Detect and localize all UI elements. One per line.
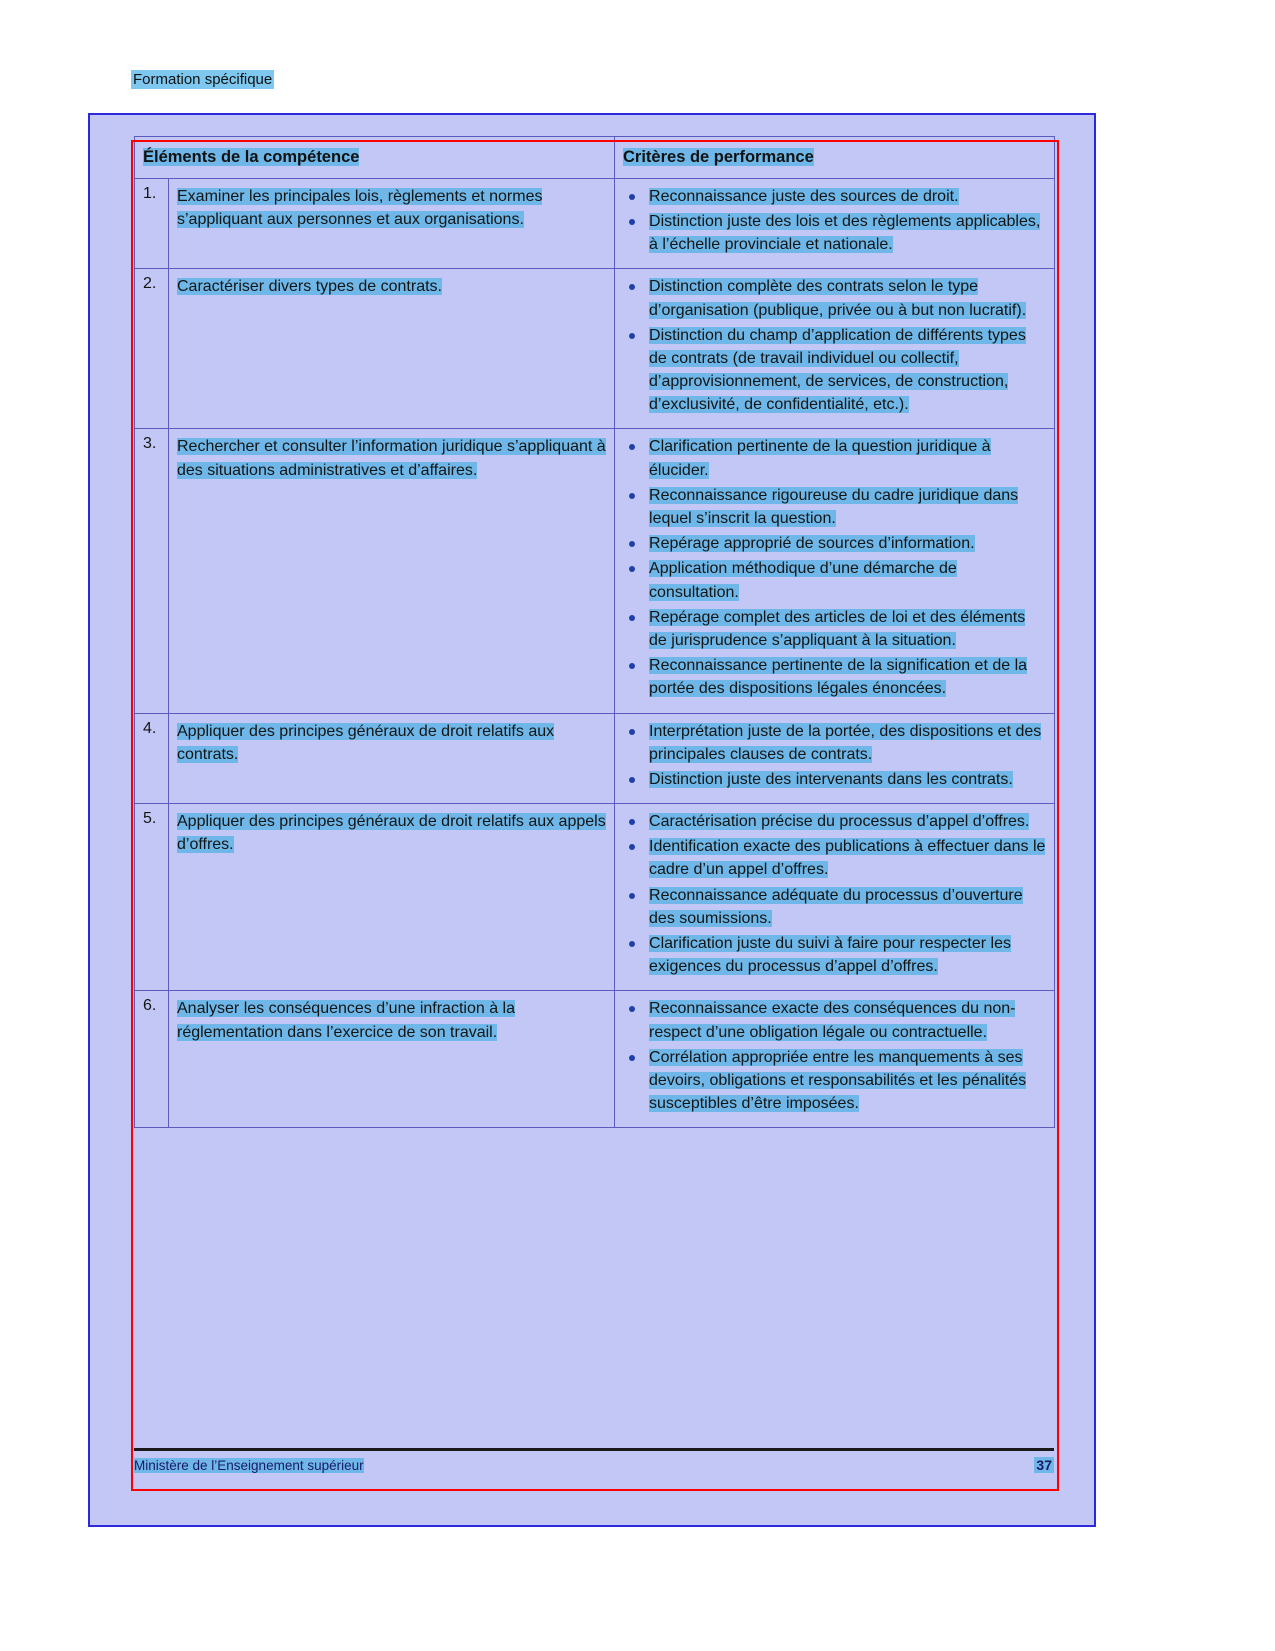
list-item: Reconnaissance exacte des conséquences du non-respect d’une obligation légale ou contractuelle. [623, 997, 1046, 1043]
list-item: Reconnaissance juste des sources de droit. [623, 185, 1046, 208]
row-element-text: Appliquer des principes généraux de droit relatifs aux contrats. [177, 722, 555, 763]
list-item: Corrélation appropriée entre les manquements à ses devoirs, obligations et responsabilités et les pénalités susceptibles d’être imposées. [623, 1046, 1046, 1116]
row-element [169, 269, 615, 429]
row-element [169, 991, 615, 1128]
list-item: Distinction complète des contrats selon le type d’organisation (publique, privée ou à but non lucratif). [623, 275, 1046, 321]
row-element-text: Rechercher et consulter l’information juridique s’appliquant à des situations administratives et d’affaires. [177, 438, 606, 479]
row-criteria [615, 991, 1055, 1128]
header-elements-label: Éléments de la compétence [143, 148, 360, 166]
row-element-text: Analyser les conséquences d’une infraction à la réglementation dans l’exercice de son travail. [177, 1000, 515, 1041]
table-row [135, 804, 1055, 991]
criteria-list [623, 275, 1046, 416]
row-number: 6. [135, 991, 169, 1128]
list-item: Caractérisation précise du processus d’appel d’offres. [623, 810, 1046, 833]
competency-table [134, 136, 1055, 1128]
row-element [169, 804, 615, 991]
row-criteria [615, 804, 1055, 991]
page-selection-frame [88, 113, 1096, 1527]
list-item: Distinction juste des lois et des règlements applicables, à l’échelle provinciale et nationale. [623, 210, 1046, 256]
list-item: Distinction du champ d’application de différents types de contrats (de travail individuel ou collectif, d’approvisionnement, de services, de construction, d’exclusivité, de confidentialité, etc.). [623, 324, 1046, 417]
competency-table-body [135, 137, 1055, 1128]
row-number: 4. [135, 713, 169, 804]
table-header-row [135, 137, 1055, 179]
criteria-list [623, 435, 1046, 700]
row-element-text: Caractériser divers types de contrats. [177, 278, 442, 296]
table-row [135, 429, 1055, 713]
page-header-label: Formation spécifique [133, 71, 273, 88]
criteria-list [623, 720, 1046, 792]
row-element [169, 429, 615, 713]
row-number: 1. [135, 178, 169, 269]
row-element-text: Examiner les principales lois, règlements et normes s’appliquant aux personnes et aux organisations. [177, 187, 543, 228]
list-item: Repérage complet des articles de loi et des éléments de jurisprudence s’appliquant à la situation. [623, 606, 1046, 652]
list-item: Distinction juste des intervenants dans les contrats. [623, 768, 1046, 791]
header-cell-criteria [615, 137, 1055, 179]
list-item: Reconnaissance adéquate du processus d’ouverture des soumissions. [623, 884, 1046, 930]
row-number: 2. [135, 269, 169, 429]
table-row [135, 713, 1055, 804]
header-criteria-label: Critères de performance [623, 148, 814, 166]
list-item: Reconnaissance pertinente de la signification et de la portée des dispositions légales énoncées. [623, 654, 1046, 700]
row-element-text: Appliquer des principes généraux de droit relatifs aux appels d’offres. [177, 813, 606, 854]
page-number: 37 [1036, 1457, 1052, 1473]
list-item: Reconnaissance rigoureuse du cadre juridique dans lequel s’inscrit la question. [623, 484, 1046, 530]
table-row [135, 178, 1055, 269]
row-number: 5. [135, 804, 169, 991]
footer-divider [134, 1448, 1054, 1451]
row-criteria [615, 713, 1055, 804]
row-criteria [615, 269, 1055, 429]
list-item: Application méthodique d’une démarche de consultation. [623, 557, 1046, 603]
row-criteria [615, 429, 1055, 713]
row-element [169, 178, 615, 269]
criteria-list [623, 810, 1046, 978]
criteria-list [623, 997, 1046, 1115]
list-item: Identification exacte des publications à effectuer dans le cadre d’un appel d’offres. [623, 835, 1046, 881]
list-item: Repérage approprié de sources d’information. [623, 532, 1046, 555]
criteria-list [623, 185, 1046, 257]
row-element [169, 713, 615, 804]
page-footer [134, 1457, 1054, 1473]
table-row [135, 269, 1055, 429]
list-item: Clarification pertinente de la question juridique à élucider. [623, 435, 1046, 481]
table-row [135, 991, 1055, 1128]
row-number: 3. [135, 429, 169, 713]
footer-ministry-label: Ministère de l’Enseignement supérieur [134, 1458, 364, 1473]
list-item: Interprétation juste de la portée, des dispositions et des principales clauses de contrats. [623, 720, 1046, 766]
list-item: Clarification juste du suivi à faire pour respecter les exigences du processus d’appel d’offres. [623, 932, 1046, 978]
header-cell-elements [135, 137, 615, 179]
row-criteria [615, 178, 1055, 269]
